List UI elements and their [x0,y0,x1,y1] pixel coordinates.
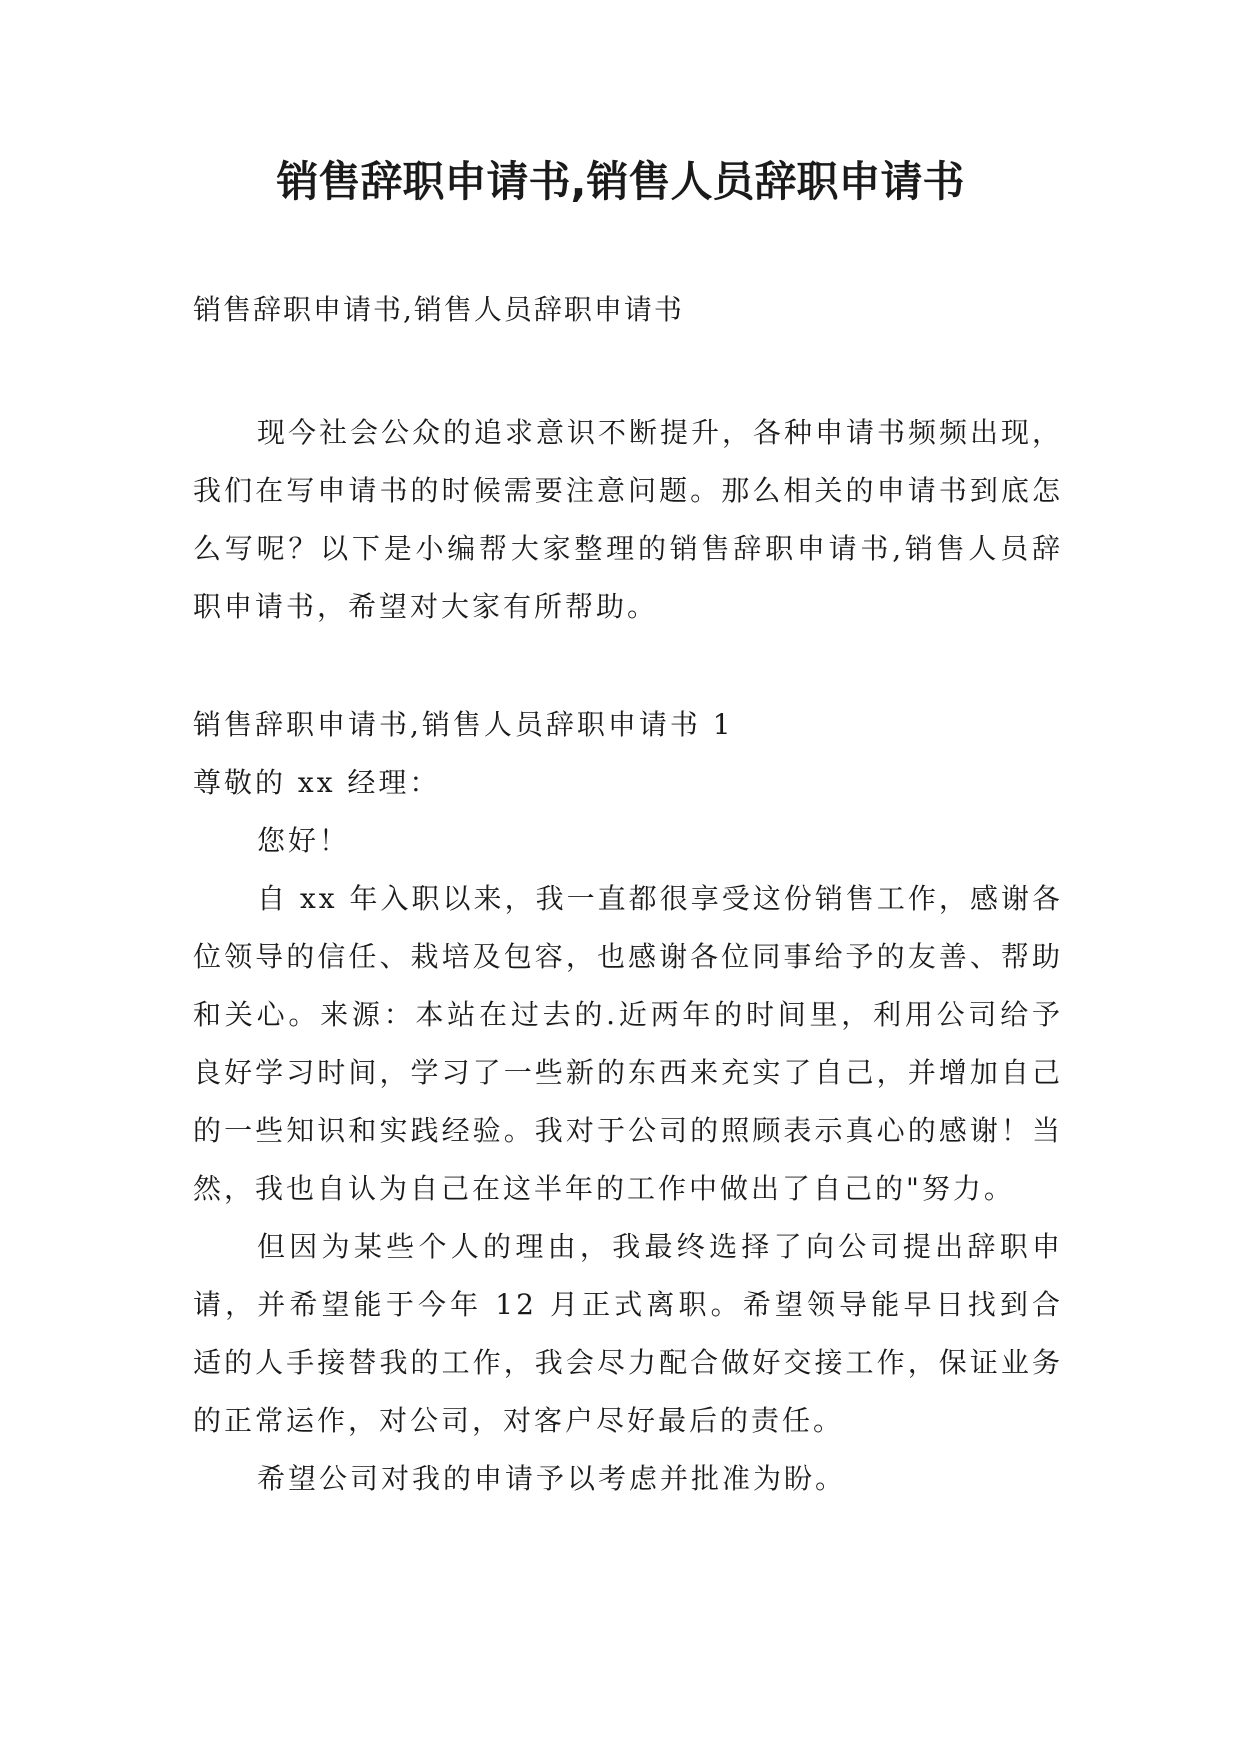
intro-paragraph: 现今社会公众的追求意识不断提升，各种申请书频频出现，我们在写申请书的时候需要注意问题。那么相关的申请书到底怎么写呢？以下是小编帮大家整理的销售辞职申请书,销售人员辞职申请书，希望对大家有所帮助。 [193,416,1064,623]
letter-paragraph: 自 xx 年入职以来，我一直都很享受这份销售工作，感谢各位领导的信任、栽培及包容，也感谢各位同事给予的友善、帮助和关心。来源：本站在过去的.近两年的时间里，利用公司给予良好学习时间，学习了一些新的东西来充实了自己，并增加自己的一些知识和实践经验。我对于公司的照顾表示真心的感谢！当然，我也自认为自己在这半年的工作中做出了自己的"努力。 [193,882,1063,1205]
document-title: 销售辞职申请书,销售人员辞职申请书 [276,157,965,206]
letter-block [193,696,1063,1508]
salutation: 尊敬的 xx 经理： [193,766,441,799]
section-heading: 销售辞职申请书,销售人员辞职申请书 1 [193,708,734,741]
greeting: 您好！ [257,824,351,857]
letter-paragraph: 希望公司对我的申请予以考虑并批准为盼。 [257,1462,847,1495]
document-subtitle: 销售辞职申请书,销售人员辞职申请书 [193,293,684,326]
intro-block [193,404,1063,636]
letter-paragraph: 但因为某些个人的理由，我最终选择了向公司提出辞职申请，并希望能于今年 12 月正式离职。希望领导能早日找到合适的人手接替我的工作，我会尽力配合做好交接工作，保证业务的正常运作，对公司，对客户尽好最后的责任。 [193,1230,1063,1437]
